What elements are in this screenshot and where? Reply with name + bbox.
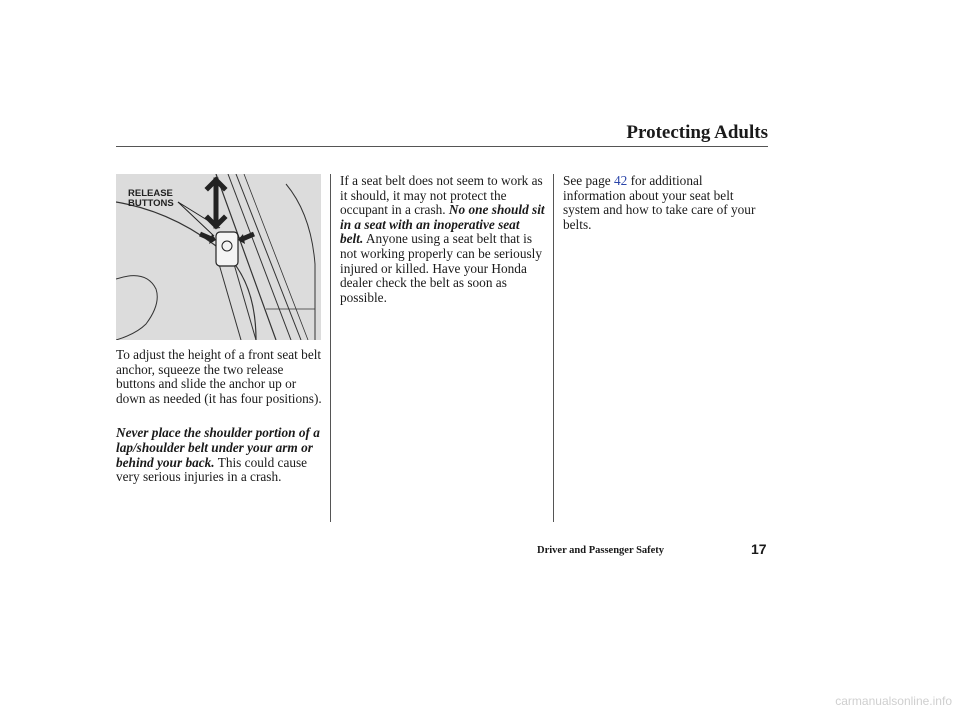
footer-section-title: Driver and Passenger Safety xyxy=(537,545,665,556)
dealer-check-text: Anyone using a seat belt that is not working properly can be seriously injured or killed. Have your Honda dealer check the belt as soon as possible. xyxy=(340,231,542,305)
warning-shoulder-belt: Never place the shoulder portion of a lap/shoulder belt under your arm or behind your back. xyxy=(116,425,320,470)
seat-belt-anchor-illustration xyxy=(116,174,321,340)
warning-inoperative-belt: No one should sit in a seat with an inoperative seat belt. xyxy=(340,202,545,247)
warning-paragraph-left xyxy=(116,426,324,484)
belt-not-working-text: If a seat belt does not seem to work as it should, it may not protect the occupant in a crash. xyxy=(340,173,543,218)
column-right xyxy=(563,174,768,232)
column-divider-2 xyxy=(553,174,554,522)
page-link[interactable]: 42 xyxy=(613,173,628,188)
page-title: Protecting Adults xyxy=(626,122,768,143)
figure-label-line2: BUTTONS xyxy=(128,198,174,209)
warning-consequence: This could cause very serious injuries in a crash. xyxy=(116,454,308,485)
watermark: carmanualsonline.info xyxy=(835,694,952,708)
column-left xyxy=(116,348,324,485)
column-divider-1 xyxy=(330,174,331,522)
see-page-suffix: for additional information about your seat belt system and how to take care of your belts. xyxy=(563,173,756,232)
anchor-adjust-paragraph: To adjust the height of a front seat belt anchor, squeeze the two release buttons and slide the anchor up or down as needed (it has four positions). xyxy=(116,347,322,406)
see-page-prefix: See page xyxy=(563,173,614,188)
illustration-svg xyxy=(116,174,321,340)
page-number: 17 xyxy=(751,541,767,557)
column-middle xyxy=(340,174,545,305)
header-rule xyxy=(116,146,768,147)
see-page-paragraph xyxy=(563,174,768,232)
inoperative-belt-paragraph xyxy=(340,174,545,305)
figure-label-line1: RELEASE xyxy=(128,188,173,199)
